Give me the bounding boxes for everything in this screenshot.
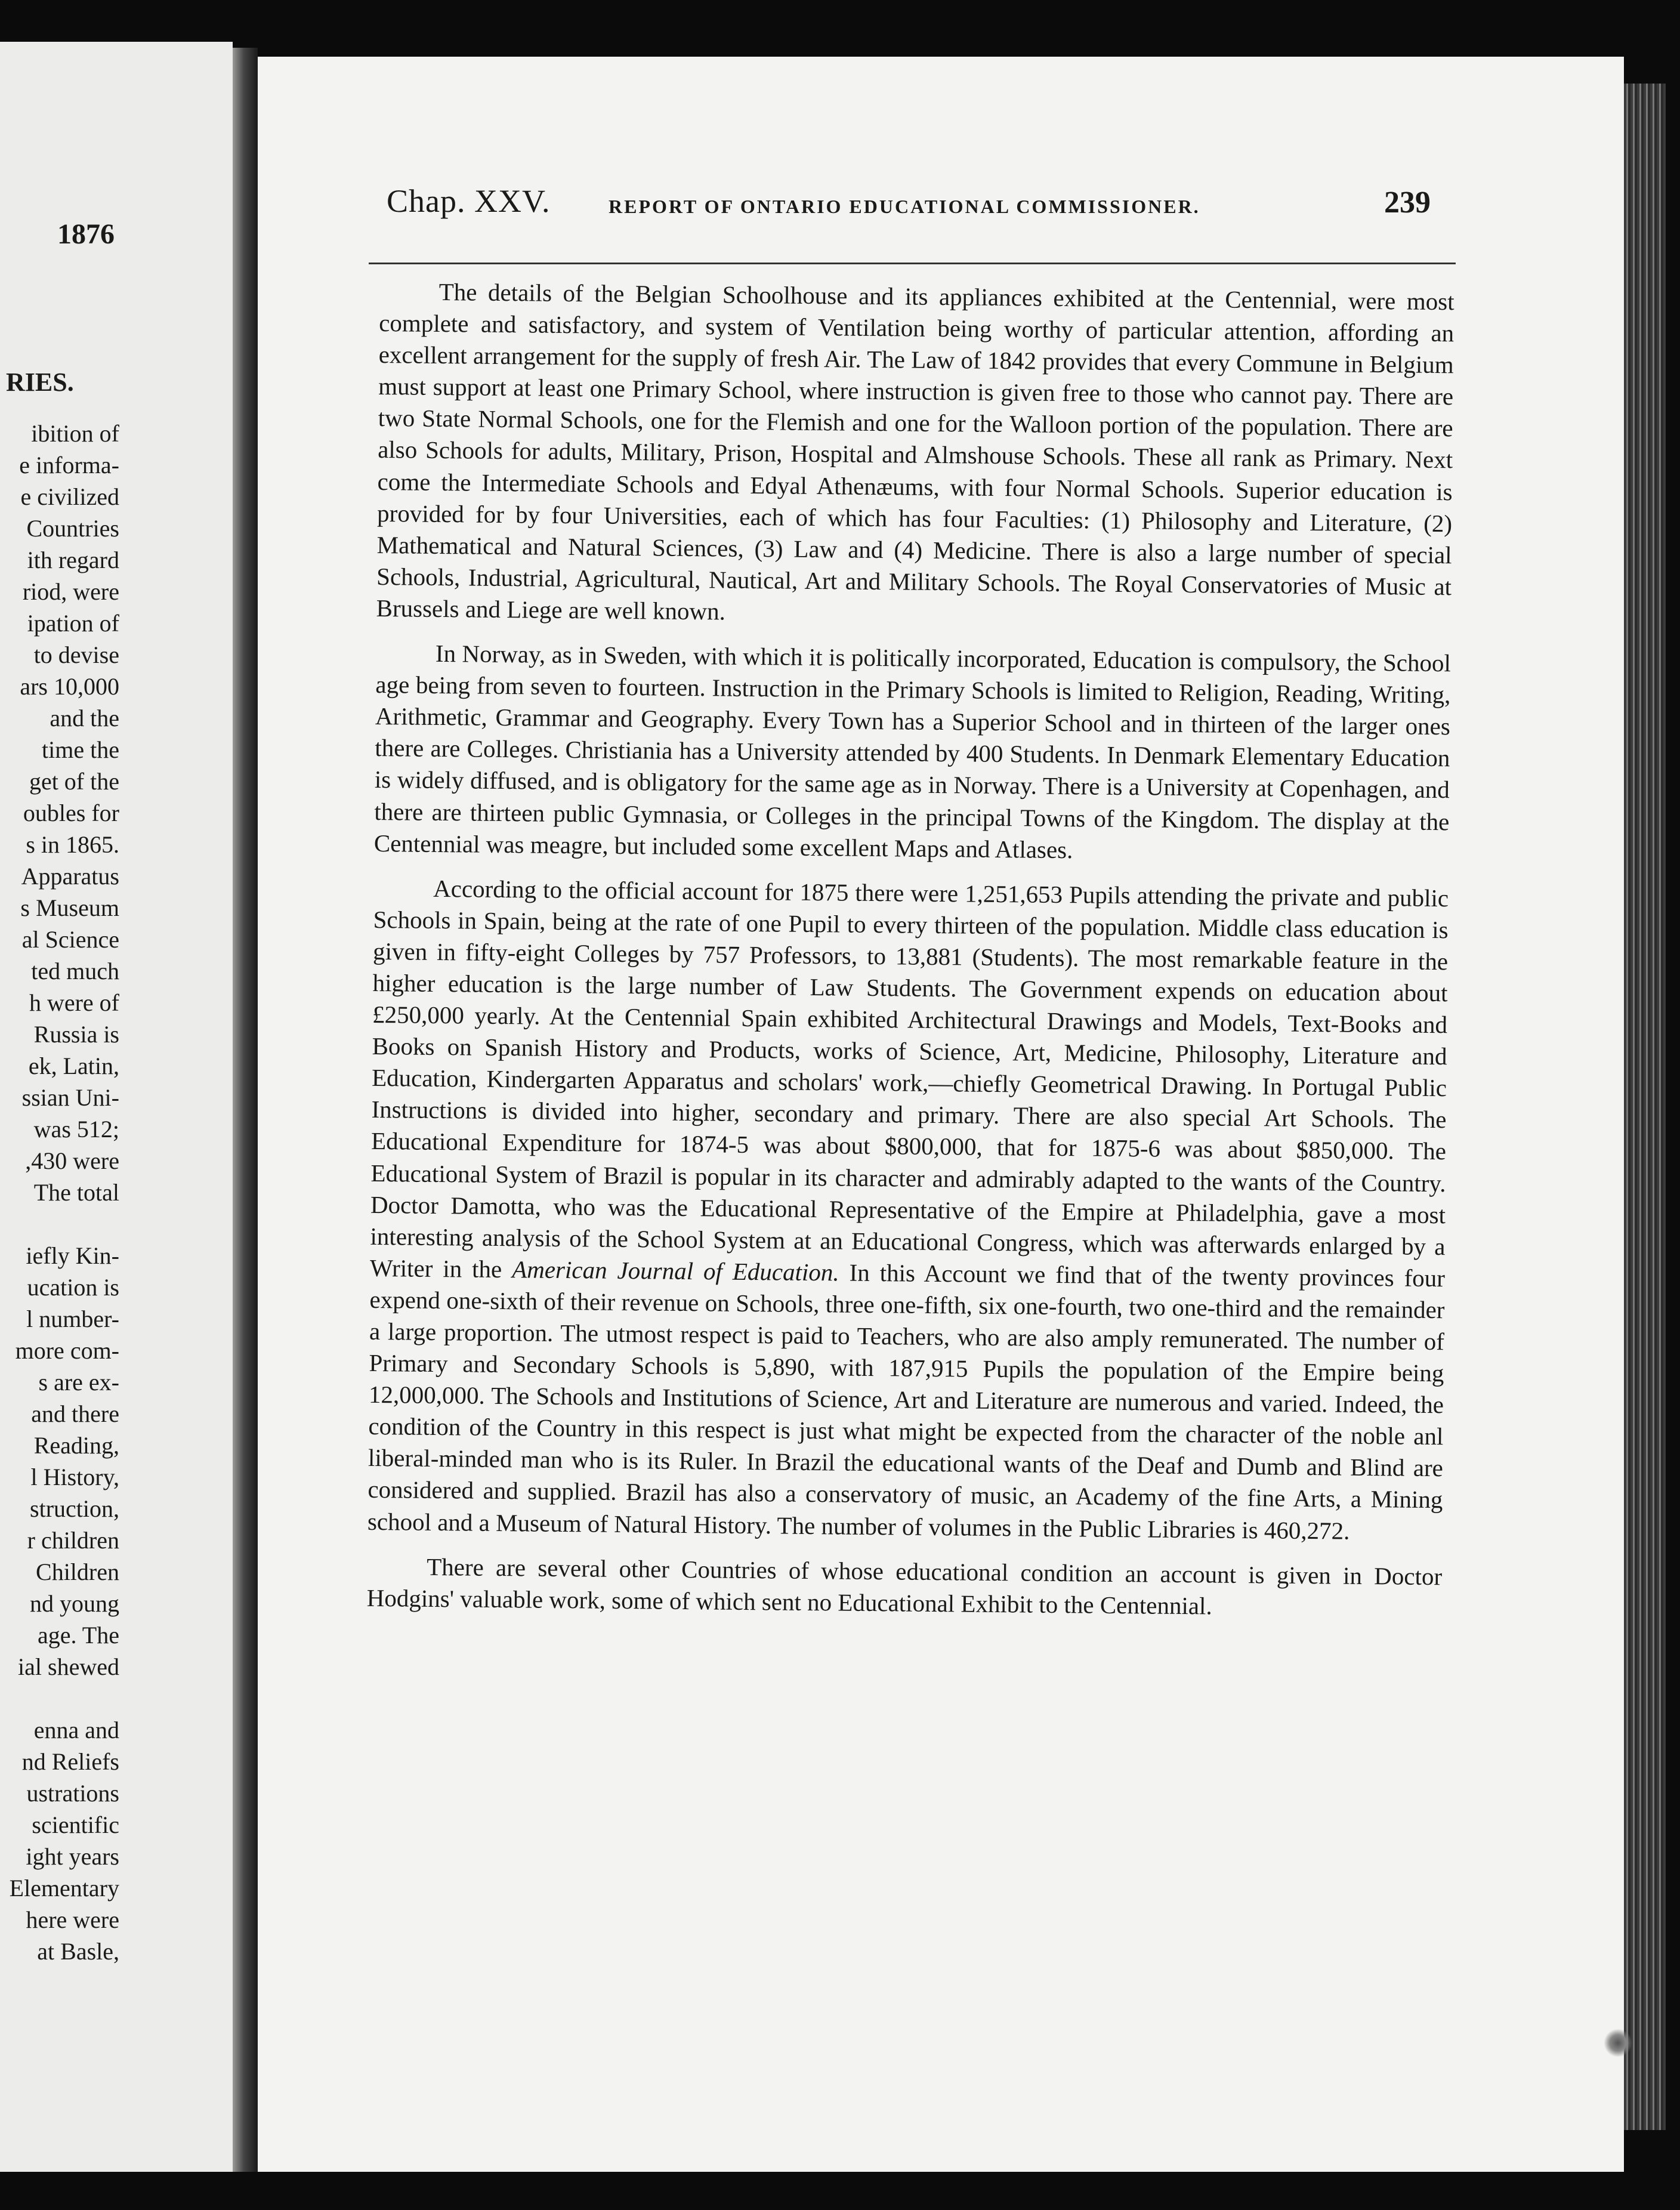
chapter-label: Chap. XXV. [387,183,551,219]
left-line: ith regard [27,547,119,573]
left-line: here were [26,1906,119,1933]
paragraph-text: In this Account we find that of the twenty provinces four expend one-sixth of their revenue on Schools, three one-fifth, six one-fourth, two one-third and the remainder a large proportion. The utmost respect is paid to Teachers, who are also amply remunerated. The number of Primary and Secondary Schools is 5,890, with 187,915 Pupils the population of the Empire being 12,000,000. The Schools and Institutions of Science, Art and Literature are numerous and varied. Indeed, the condition of the Country in this respect is just what might be expected from the character of the noble anl liberal-minded man who is its Ruler. In Brazil the educational wants of the Deaf and Dumb and Blind are considered and supplied. Brazil has also a conservatory of music, an Academy of the fine Arts, a Mining school and a Museum of Natural History. The number of volumes in the Public Libraries is 460,272. [367,1258,1446,1545]
left-line: Russia is [33,1021,119,1048]
left-line: Countries [26,515,119,542]
left-line: s Museum [20,894,119,921]
scan-blemish [1604,2029,1632,2057]
left-line: ars 10,000 [20,673,119,700]
left-line: s in 1865. [26,831,119,858]
left-line: ek, Latin, [28,1052,119,1079]
left-line: l History, [30,1464,119,1490]
left-line: ial shewed [18,1653,119,1680]
paragraph-text: According to the official account for 1875 there were 1,251,653 Pupils attending the private and public Schools in Spain, being at the rate of one Pupil to every thirteen of the population. Middle class education is given in fifty-eight Colleges by 757 Professors, to 13,881 (Students). The most remarkable feature in the higher education is the large number of Law Students. The Government expends on education about £250,000 yearly. At the Centennial Spain exhibited Architectural Drawings and Models, Text-Books and Books on Spanish History and Products, works of Science, Art, Medicine, Philosophy, Literature and Education, Kindergarten Apparatus and scholars' work,—chiefly Geometrical Drawing. In Portugal Public Instructions is divided into higher, secondary and primary. There are also special Art Schools. The Educational Expenditure for 1874-5 was about $800,000, that for 1875-6 was about $850,000. The Educational System of Brazil is popular in its character and admirably adapted to the wants of the Country. Doctor Damotta, who was the Educational Representative of the Empire at Philadelphia, gave a most interesting analysis of the School System at an Educational Congress, which was afterwards enlarged by a Writer in the [369,874,1449,1283]
running-head [387,183,1460,230]
left-page [0,42,233,2172]
left-line: age. The [38,1622,119,1649]
left-line: al Science [21,926,119,953]
left-line: ucation is [27,1274,119,1301]
left-line: Elementary [9,1875,119,1902]
left-line: and there [31,1400,119,1427]
left-line: iefly Kin- [26,1242,119,1269]
left-line: enna and [33,1717,119,1743]
paragraph-spain-portugal-brazil [368,872,1449,1548]
left-line: Apparatus [21,863,119,890]
left-line: h were of [29,989,119,1016]
left-line: ssian Uni- [21,1084,119,1111]
page-stack-edge [1624,84,1666,2130]
left-line: to devise [33,641,119,668]
left-line: Children [36,1558,119,1585]
left-line: more com- [15,1337,119,1364]
left-line: Reading, [33,1432,119,1459]
paragraph-other-countries: There are several other Countries of whose educational condition an account is given in Doctor Hodgins' valuable work, some of which sent no Educational Exhibit to the Centennial. [366,1552,1443,1620]
left-line: nd young [30,1590,119,1617]
body-text [366,276,1454,1637]
left-line: e informa- [19,452,119,479]
left-line: r children [27,1527,119,1554]
left-line: The total [33,1179,119,1206]
left-line: ted much [31,958,119,984]
left-line: l number- [26,1305,119,1332]
left-line: struction, [30,1495,119,1522]
paragraph-belgium: The details of the Belgian Schoolhouse and its appliances exhibited at the Centennial, were most complete and satisfactory, and system of Ventilation being worthy of particular attention, affording an excellent arrangement for the supply of fresh Air. The Law of 1842 provides that every Commune in Belgium must support at least one Primary School, where instruction is given free to those who cannot pay. There are two State Normal Schools, one for the Flemish and one for the Walloon portion of the population. There are also Schools for adults, Military, Prison, Hospital and Almshouse Schools. These all rank as Primary. Next come the Intermediate Schools and Edyal Athenæums, with four Normal Schools. Superior education is provided for by four Universities, each of which has four Faculties: (1) Philosophy and Literature, (2) Mathematical and Natural Sciences, (3) Law and (4) Medicine. There is also a large number of special Schools, Industrial, Agricultural, Nautical, Art and Military Schools. The Royal Conservatories of Music at Brussels and Liege are well known. [376,277,1454,625]
left-line: nd Reliefs [21,1748,119,1775]
left-line: ibition of [31,420,119,447]
left-line: was 512; [33,1116,119,1143]
running-title: REPORT OF ONTARIO EDUCATIONAL COMMISSIONER. [609,196,1200,217]
paragraph-norway-denmark: In Norway, as in Sweden, with which it is politically incorporated, Education is compulsory, the School age being from seven to fourteen. Instruction in the Primary Schools is limited to Religion, Reading, Writing, Arithmetic, Grammar and Geography. Every Town has a Superior School and in thirteen of the larger ones there are Colleges. Christiania has a University attended by 400 Students. In Denmark Elementary Education is widely diffused, and is obligatory for the same age as in Norway. There is a University at Copenhagen, and there are thirteen public Gymnasia, or Colleges in the principal Towns of the Kingdom. The display at the Centennial was meagre, but included some excellent Maps and Atlases. [373,639,1452,863]
left-line: scientific [32,1811,119,1838]
book-gutter [233,48,258,2172]
page-number: 239 [1384,186,1431,220]
left-line: riod, were [22,578,119,605]
left-line: s are ex- [38,1369,119,1396]
header-rule [369,263,1456,264]
left-line: get of the [29,768,119,795]
left-line: oubles for [23,800,119,826]
left-line: ,430 were [25,1147,119,1174]
left-line: ight years [26,1843,119,1870]
left-page-heading: RIES. [6,368,74,397]
left-line: at Basle, [37,1938,119,1965]
journal-title: American Journal of Education. [511,1255,839,1286]
left-line: ipation of [27,610,119,637]
left-line: and the [50,705,119,731]
left-line: time the [42,736,119,763]
left-line: e civilized [20,483,119,510]
left-line: ustrations [26,1780,119,1807]
left-page-year: 1876 [57,218,115,250]
